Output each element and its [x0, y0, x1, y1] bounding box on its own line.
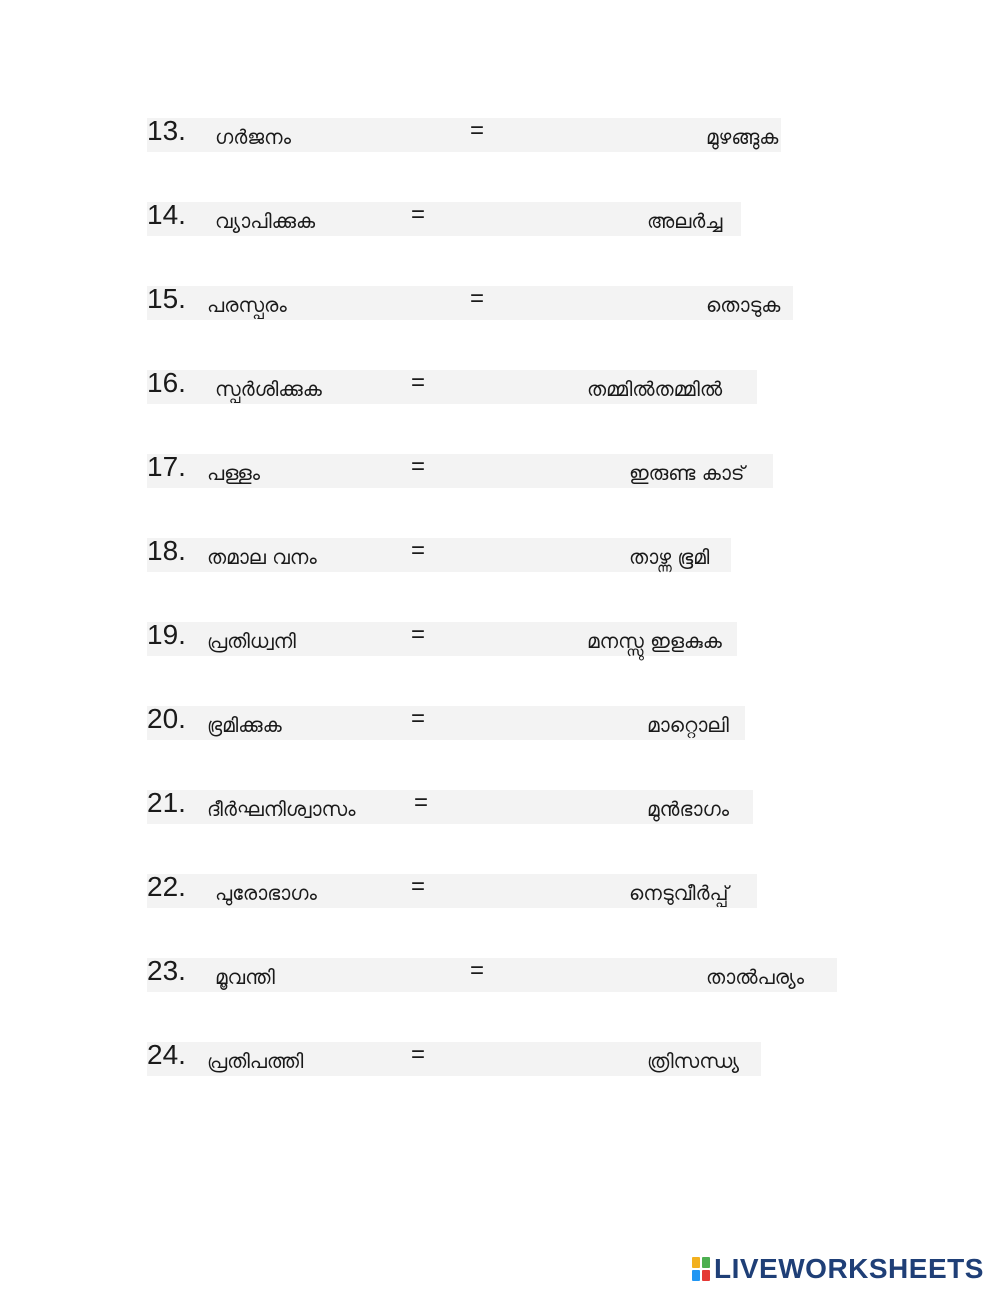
item-number: 21. [147, 787, 186, 818]
logo-square-1 [692, 1257, 700, 1268]
equals-sign: = [411, 453, 426, 480]
item-word: വ്യാപിക്കുക [215, 209, 316, 233]
list-item [147, 871, 757, 908]
equals-sign: = [411, 201, 426, 228]
list-item [147, 199, 741, 236]
item-number: 20. [147, 703, 186, 734]
item-word: പ്രതിപത്തി [207, 1049, 304, 1073]
item-number: 17. [147, 451, 186, 482]
liveworksheets-logo [692, 1252, 984, 1286]
list-item [147, 703, 745, 740]
item-word: മൂവന്തി [215, 965, 275, 989]
item-word: ഗർജനം [215, 125, 291, 149]
logo-mark-icon [692, 1257, 710, 1281]
logo-text: LIVEWORKSHEETS [714, 1253, 984, 1284]
equals-sign: = [411, 705, 426, 732]
item-word: പ്രതിധ്വനി [207, 629, 296, 653]
item-number: 24. [147, 1039, 186, 1070]
item-word: ദീർഘനിശ്വാസം [207, 797, 356, 821]
equals-sign: = [470, 957, 485, 984]
item-word: സ്പർശിക്കുക [215, 377, 322, 401]
answer-option[interactable]: അലർച്ച [647, 209, 723, 233]
list-item [147, 367, 757, 404]
item-number: 13. [147, 115, 186, 146]
item-word: തമാല വനം [207, 545, 317, 569]
item-word: പരസ്പരം [207, 293, 287, 317]
equals-sign: = [411, 873, 426, 900]
list-item [147, 115, 781, 152]
equals-sign: = [411, 621, 426, 648]
list-item [147, 1039, 761, 1076]
item-number: 23. [147, 955, 186, 986]
answer-option[interactable]: മനസ്സു ഇളകുക [587, 629, 722, 653]
item-word: പള്ളം [207, 461, 261, 485]
answer-option[interactable]: മുൻഭാഗം [647, 797, 730, 821]
answer-option[interactable]: നെടുവീർപ്പ് [629, 881, 729, 905]
equals-sign: = [470, 285, 485, 312]
item-word: ഭ്രമിക്കുക [207, 713, 282, 737]
answer-option[interactable]: ഇരുണ്ട കാട് [629, 461, 745, 485]
item-number: 15. [147, 283, 186, 314]
answer-option[interactable]: തമ്മിൽതമ്മിൽ [587, 377, 723, 401]
answer-option[interactable]: തൊടുക [706, 293, 781, 317]
item-number: 22. [147, 871, 186, 902]
equals-sign: = [414, 789, 429, 816]
answer-option[interactable]: മുഴങ്ങുക [706, 125, 779, 149]
equals-sign: = [470, 117, 485, 144]
list-item [147, 451, 773, 488]
equals-sign: = [411, 1041, 426, 1068]
list-item [147, 619, 737, 656]
item-number: 19. [147, 619, 186, 650]
item-number: 14. [147, 199, 186, 230]
answer-option[interactable]: താൽപര്യം [706, 965, 804, 989]
logo-square-3 [692, 1270, 700, 1281]
answer-option[interactable]: താഴ്ന്ന ഭൂമി [629, 545, 710, 569]
list-item [147, 535, 731, 572]
logo-square-4 [702, 1270, 710, 1281]
equals-sign: = [411, 369, 426, 396]
logo-square-2 [702, 1257, 710, 1268]
item-number: 18. [147, 535, 186, 566]
item-number: 16. [147, 367, 186, 398]
answer-option[interactable]: ത്രിസന്ധ്യ [647, 1049, 739, 1073]
list-item [147, 955, 837, 992]
list-item [147, 283, 793, 320]
item-word: പുരോഭാഗം [215, 881, 317, 905]
equals-sign: = [411, 537, 426, 564]
answer-option[interactable]: മാറ്റൊലി [647, 713, 729, 737]
list-item [147, 787, 753, 824]
